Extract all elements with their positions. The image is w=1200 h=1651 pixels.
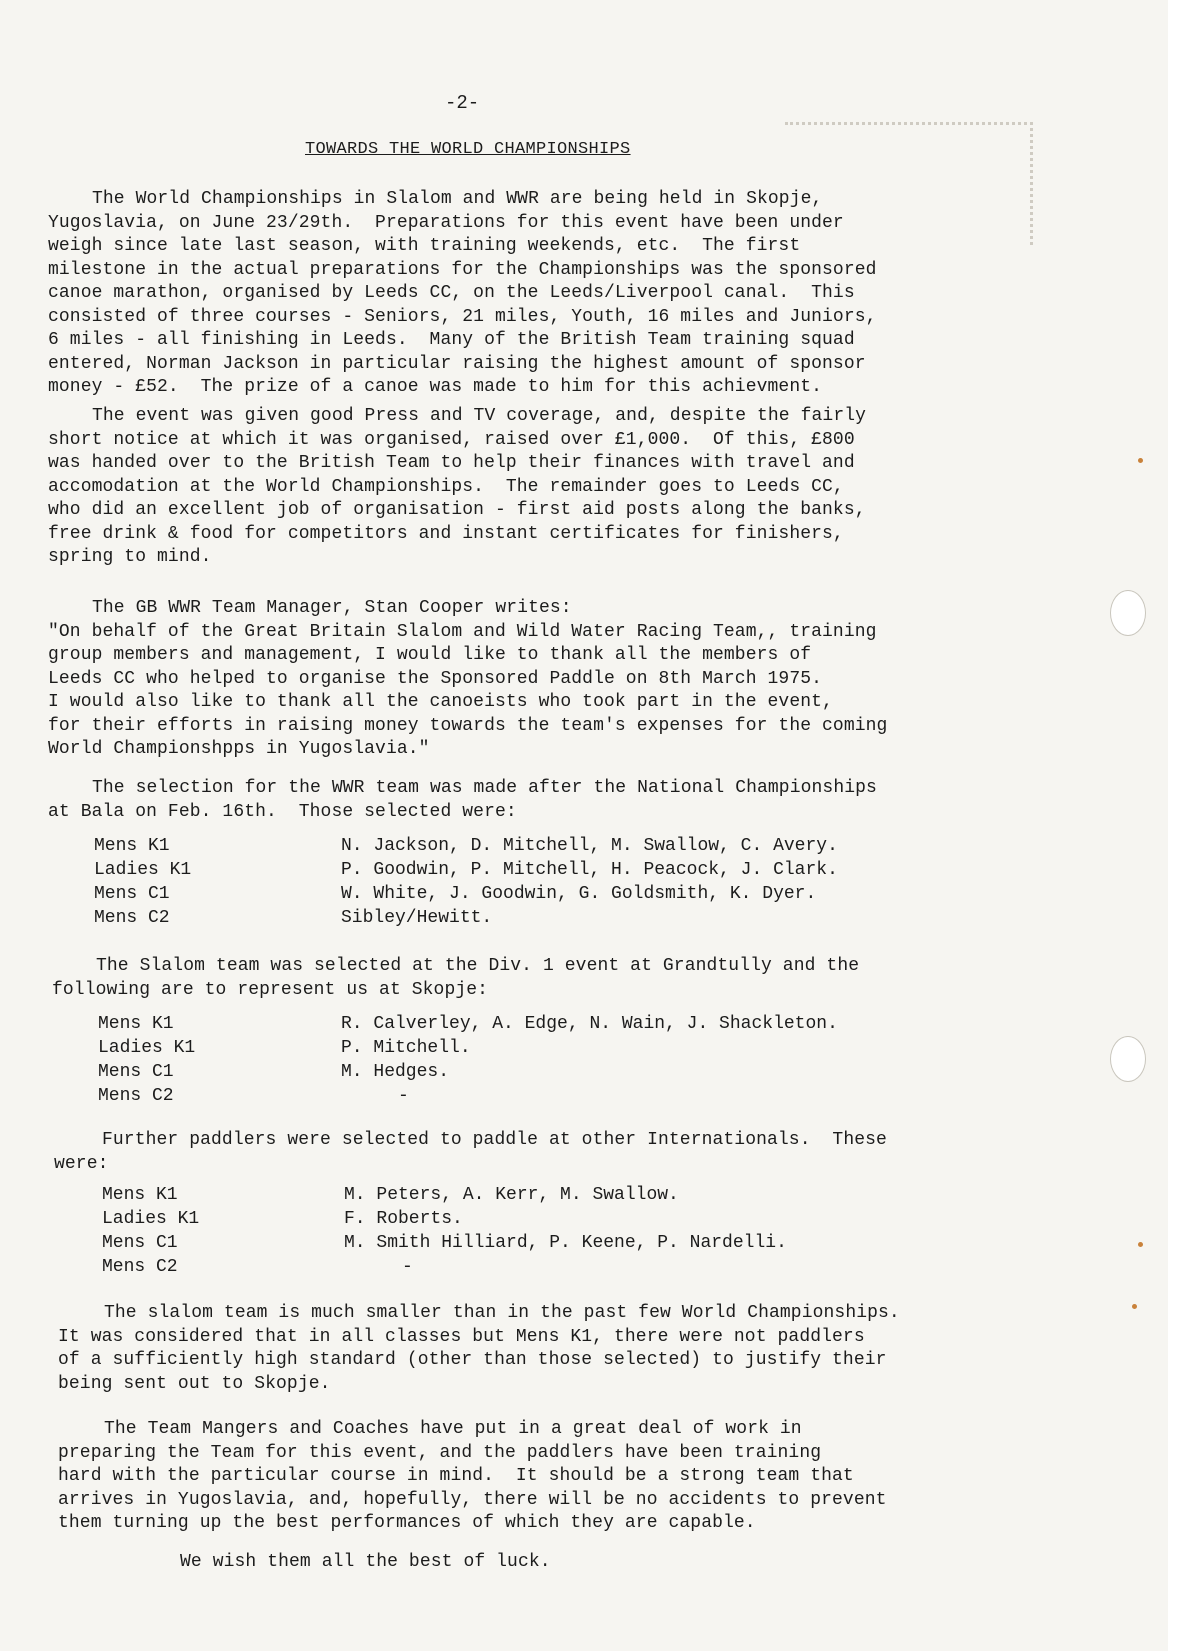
wwr-team-list <box>94 834 954 930</box>
slalom-team-list <box>98 1012 958 1108</box>
team-names: M. Peters, A. Kerr, M. Swallow. <box>344 1185 679 1205</box>
team-row <box>102 1231 962 1255</box>
team-class: Mens K1 <box>102 1185 178 1205</box>
team-row <box>98 1084 958 1108</box>
team-row <box>102 1183 962 1207</box>
paragraph-wwr-intro <box>48 777 877 824</box>
paragraph-intro <box>48 188 877 400</box>
team-class: Ladies K1 <box>94 860 192 880</box>
paragraph-manager <box>48 597 887 762</box>
team-class: Ladies K1 <box>98 1038 196 1058</box>
team-class: Mens K1 <box>94 836 170 856</box>
team-names: P. Mitchell. <box>341 1038 471 1058</box>
paper-speck <box>1138 458 1143 463</box>
team-class: Mens C2 <box>98 1086 174 1106</box>
team-row <box>98 1060 958 1084</box>
paragraph-smaller-text: The slalom team is much smaller than in the past few World Championships. It was considered that in all classes but Mens K1, there were not paddlers of a sufficiently high standard (other than those selected) to justify their being sent out to Skopje. <box>58 1303 900 1394</box>
paragraph-manager-text: The GB WWR Team Manager, Stan Cooper writes: "On behalf of the Great Britain Slalom and Wild Water Racing Team,, training group members and management, I would like to thank all the members of Leeds CC who helped to organise the Sponsored Paddle on 8th March 1975. I would also like to thank all the canoeists who took part in the event, for their efforts in raising money towards the team's expenses for the coming World Championshpps in Yugoslavia." <box>48 598 888 759</box>
team-names: - <box>402 1257 413 1277</box>
team-row <box>98 1012 958 1036</box>
team-class: Mens C2 <box>94 908 170 928</box>
team-names: F. Roberts. <box>344 1209 463 1229</box>
paragraph-slalom-intro-text: The Slalom team was selected at the Div. 1 event at Grandtully and the following are to represent us at Skopje: <box>52 956 860 1000</box>
paper-speck <box>1132 1304 1137 1309</box>
team-class: Mens C2 <box>102 1257 178 1277</box>
further-team-list <box>102 1183 962 1279</box>
team-class: Mens C1 <box>98 1062 174 1082</box>
team-class: Mens K1 <box>98 1014 174 1034</box>
page-number: -2- <box>445 92 480 114</box>
team-names: R. Calverley, A. Edge, N. Wain, J. Shackleton. <box>341 1014 838 1034</box>
team-row <box>102 1255 962 1279</box>
paragraph-press <box>48 405 866 570</box>
paragraph-slalom-intro <box>52 955 859 1002</box>
team-row <box>94 834 954 858</box>
team-row <box>98 1036 958 1060</box>
paragraph-further-intro <box>54 1129 887 1176</box>
article-heading: TOWARDS THE WORLD CHAMPIONSHIPS <box>305 140 631 159</box>
team-class: Mens C1 <box>102 1233 178 1253</box>
team-names: M. Hedges. <box>341 1062 450 1082</box>
team-names: Sibley/Hewitt. <box>341 908 493 928</box>
paragraph-further-intro-text: Further paddlers were selected to paddle at other Internationals. These were: <box>54 1130 887 1174</box>
punch-hole-bottom <box>1110 1036 1146 1082</box>
team-row <box>94 858 954 882</box>
paper-speck <box>1138 1242 1143 1247</box>
team-row <box>102 1207 962 1231</box>
paragraph-coaches-text: The Team Mangers and Coaches have put in a great deal of work in preparing the Team for this event, and the paddlers have been training hard with the particular course in mind. It should be a strong team that arrives in Yugoslavia, and, hopefully, there will be no accidents to prevent them turning up the best performances of which they are capable. <box>58 1419 887 1533</box>
team-row <box>94 906 954 930</box>
team-class: Mens C1 <box>94 884 170 904</box>
paragraph-wwr-intro-text: The selection for the WWR team was made after the National Championships at Bala on Feb. 16th. Those selected were: <box>48 778 877 822</box>
paragraph-luck: We wish them all the best of luck. <box>180 1552 551 1572</box>
team-names: P. Goodwin, P. Mitchell, H. Peacock, J. Clark. <box>341 860 838 880</box>
paragraph-intro-text: The World Championships in Slalom and WWR are being held in Skopje, Yugoslavia, on June 23/29th. Preparations for this event have been under weigh since late last season, with training weekends, etc. The first milestone in the actual preparations for the Championships was the sponsored canoe marathon, organised by Leeds CC, on the Leeds/Liverpool canal. This consisted of three courses - Seniors, 21 miles, Youth, 16 miles and Juniors, 6 miles - all finishing in Leeds. Many of the British Team training squad entered, Norman Jackson in particular raising the highest amount of sponsor money - £52. The prize of a canoe was made to him for this achievment. <box>48 189 877 397</box>
team-names: W. White, J. Goodwin, G. Goldsmith, K. Dyer. <box>341 884 817 904</box>
punch-hole-top <box>1110 590 1146 636</box>
team-names: - <box>398 1086 409 1106</box>
paragraph-coaches <box>58 1418 887 1536</box>
team-names: N. Jackson, D. Mitchell, M. Swallow, C. Avery. <box>341 836 838 856</box>
team-class: Ladies K1 <box>102 1209 200 1229</box>
team-row <box>94 882 954 906</box>
paragraph-press-text: The event was given good Press and TV coverage, and, despite the fairly short notice at which it was organised, raised over £1,000. Of this, £800 was handed over to the British Team to help their finances with travel and accomodation at the World Championships. The remainder goes to Leeds CC, who did an excellent job of organisation - first aid posts along the banks, free drink & food for competitors and instant certificates for finishers, spring to mind. <box>48 406 867 567</box>
team-names: M. Smith Hilliard, P. Keene, P. Nardelli. <box>344 1233 787 1253</box>
page-edge <box>1168 0 1200 1651</box>
paragraph-smaller <box>58 1302 900 1396</box>
